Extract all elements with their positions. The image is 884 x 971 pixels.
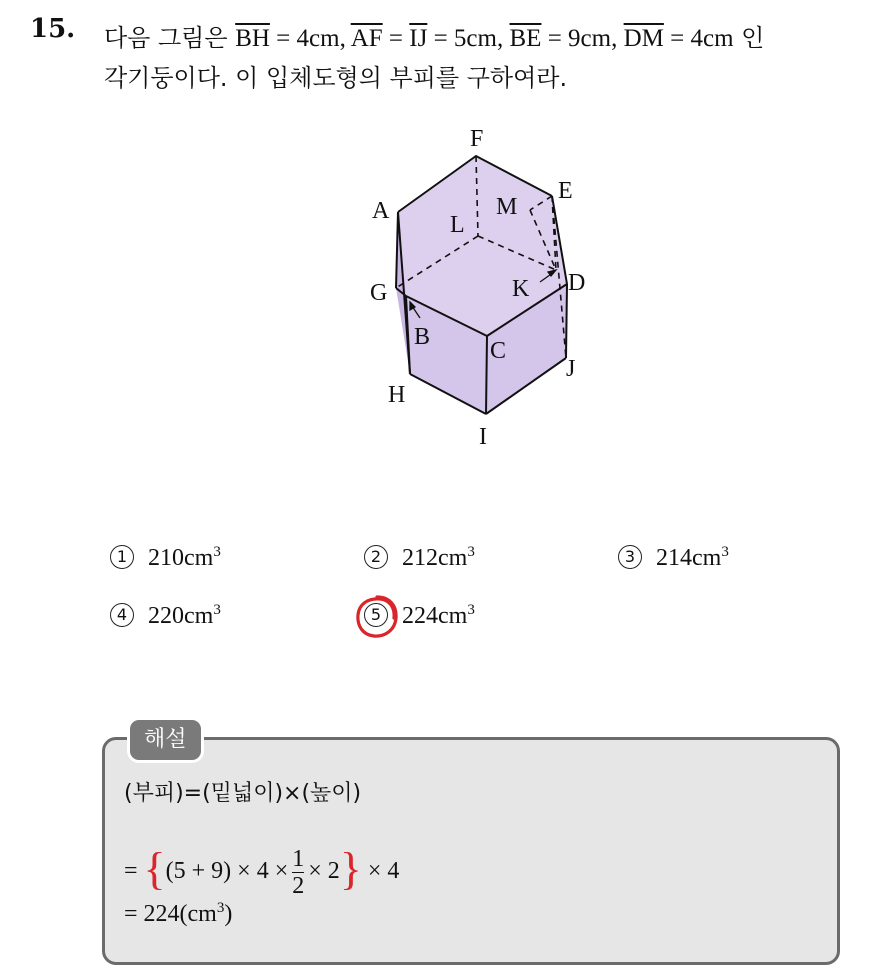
solution-expr-a: (5 + 9) × 4 × [165, 858, 289, 884]
label-j: J [566, 356, 576, 382]
edge-c-i [486, 336, 487, 414]
segment-dm: $\overline{DM}$ [623, 25, 664, 52]
choice-2-exponent: 3 [467, 544, 475, 560]
choice-4-number: 4 [110, 603, 134, 627]
label-i: I [479, 424, 487, 450]
choice-3-exponent: 3 [721, 544, 729, 560]
answer-circle-mark [352, 592, 402, 642]
choice-1-value: 210cm [148, 545, 214, 571]
choice-3[interactable] [618, 544, 729, 572]
label-f: F [470, 126, 484, 152]
eq-bh: = 4cm, [269, 25, 351, 52]
choice-4-value: 220cm [148, 603, 214, 629]
solution-line-2 [124, 836, 399, 899]
edge-d-j [566, 284, 567, 358]
solution-result: = 224(cm [124, 901, 217, 927]
segment-bh: $\overline{BH}$ [235, 25, 270, 52]
answer-circle-stroke [358, 597, 396, 636]
choice-1-number: 1 [110, 545, 134, 569]
choice-3-number: 3 [618, 545, 642, 569]
choice-4-exponent: 3 [213, 602, 221, 618]
solution-line-1 [124, 776, 361, 807]
choice-4[interactable] [110, 602, 221, 630]
choice-1-exponent: 3 [213, 544, 221, 560]
label-d: D [568, 270, 586, 296]
brace-open: { [143, 843, 166, 894]
question-line-2: 각기둥이다. 이 입체도형의 부피를 구하여라. [104, 64, 568, 92]
choice-1[interactable] [110, 544, 221, 572]
eq-mid: = [382, 25, 410, 52]
solution-tab: 해설 [127, 717, 204, 763]
label-h: H [388, 382, 406, 408]
solution-eq-sign: = [124, 858, 144, 884]
choice-5-value: 224cm [402, 603, 468, 629]
question-number: 15. [30, 14, 76, 44]
choice-2-number: 2 [364, 545, 388, 569]
choice-2[interactable] [364, 544, 475, 572]
solution-expr-c: × 4 [361, 858, 400, 884]
label-c: C [490, 338, 507, 364]
label-b: B [414, 324, 431, 350]
segment-ij: $\overline{IJ}$ [409, 25, 428, 52]
question-tail: 인 [733, 24, 765, 52]
fraction-half [292, 846, 304, 899]
choice-5-number: 5 [364, 603, 388, 627]
segment-be: $\overline{BE}$ [509, 25, 542, 52]
prism-figure [340, 120, 620, 460]
eq-ij: = 5cm, [427, 25, 510, 52]
brace-close: } [339, 843, 362, 894]
choice-5-exponent: 3 [467, 602, 475, 618]
solution-result-exponent: 3 [216, 900, 225, 916]
fraction-denominator: 2 [292, 872, 305, 899]
eq-dm: = 4cm [663, 25, 734, 52]
choice-3-value: 214cm [656, 545, 722, 571]
label-l: L [450, 212, 465, 238]
fraction-numerator: 1 [292, 845, 305, 872]
solution-formula: (부피)=(밑넓이)×(높이) [124, 781, 362, 806]
label-m: M [496, 194, 518, 220]
label-a: A [372, 198, 390, 224]
solution-expr-b: × 2 [308, 858, 340, 884]
eq-be: = 9cm, [541, 25, 624, 52]
question-line-1 [104, 18, 764, 53]
question-intro: 다음 그림은 [104, 24, 236, 52]
segment-af: $\overline{AF}$ [350, 25, 383, 52]
choice-2-value: 212cm [402, 545, 468, 571]
label-k: K [512, 276, 530, 302]
label-g: G [370, 280, 388, 306]
solution-result-close: ) [224, 901, 233, 927]
solution-line-3 [124, 900, 232, 928]
label-e: E [558, 178, 573, 204]
